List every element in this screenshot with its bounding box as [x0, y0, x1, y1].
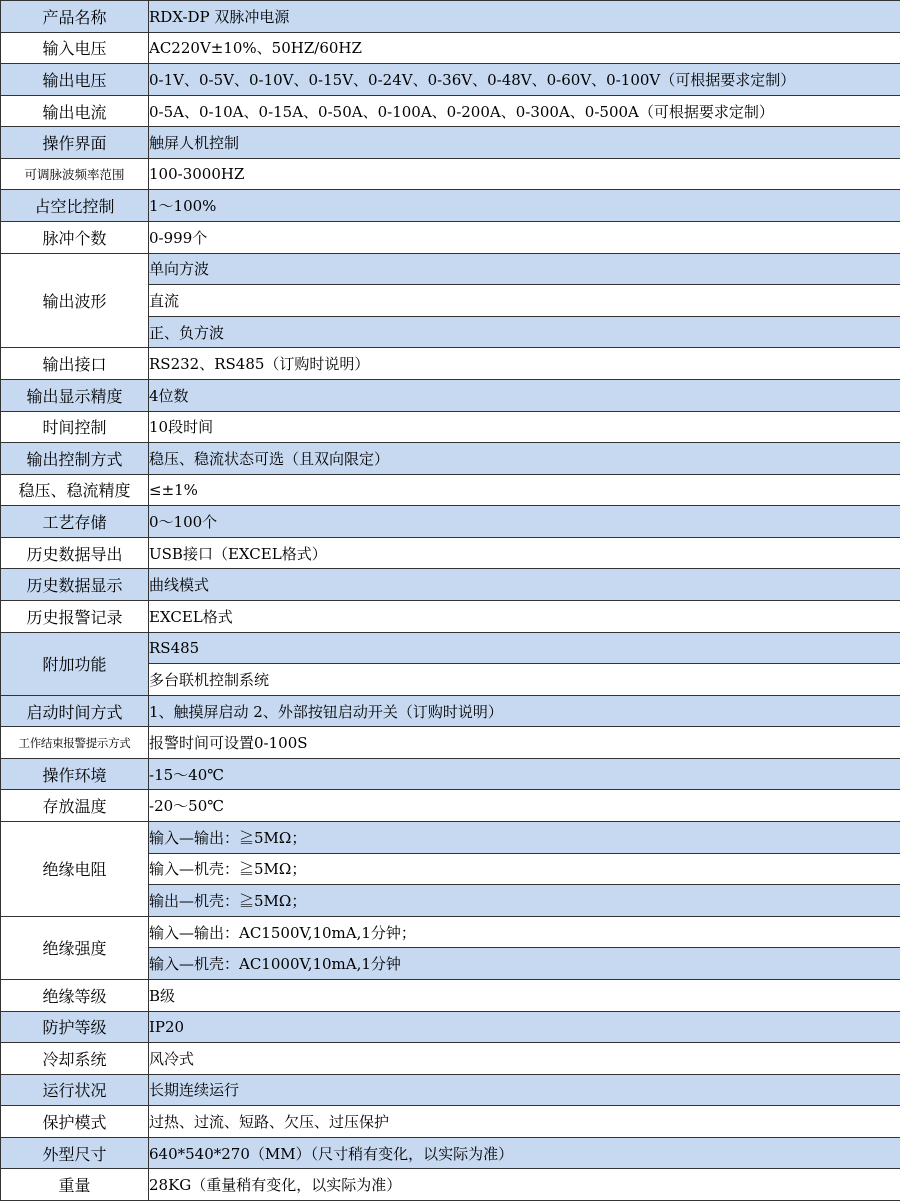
row-label: 重量: [1, 1169, 149, 1201]
table-row: [1, 822, 900, 854]
row-label: 工作结束报警提示方式: [1, 727, 149, 759]
table-row: [1, 1106, 900, 1138]
table-row: [1, 222, 900, 254]
row-value: 10段时间: [149, 411, 900, 443]
row-label: 操作环境: [1, 758, 149, 790]
row-value: 0-1V、0-5V、0-10V、0-15V、0-24V、0-36V、0-48V、0-60V、0-100V（可根据要求定制）: [149, 64, 900, 96]
row-value: ≤±1%: [149, 474, 900, 506]
row-value: 稳压、稳流状态可选（且双向限定）: [149, 443, 900, 475]
row-value: 0-999个: [149, 222, 900, 254]
row-value: 输入—输出：≧5MΩ；: [149, 822, 900, 854]
table-row: [1, 190, 900, 222]
row-value: 单向方波: [149, 253, 900, 285]
row-value: 28KG（重量稍有变化，以实际为准）: [149, 1169, 900, 1201]
row-label: 存放温度: [1, 790, 149, 822]
row-label: 附加功能: [1, 632, 149, 695]
row-label: 工艺存储: [1, 506, 149, 538]
table-row: [1, 569, 900, 601]
row-value: 长期连续运行: [149, 1074, 900, 1106]
table-row: [1, 1011, 900, 1043]
table-row: [1, 64, 900, 96]
row-value: 多台联机控制系统: [149, 664, 900, 696]
row-label: 脉冲个数: [1, 222, 149, 254]
row-value: 触屏人机控制: [149, 127, 900, 159]
row-label: 防护等级: [1, 1011, 149, 1043]
row-label: 启动时间方式: [1, 695, 149, 727]
row-value: 过热、过流、短路、欠压、过压保护: [149, 1106, 900, 1138]
table-row: [1, 411, 900, 443]
row-label: 占空比控制: [1, 190, 149, 222]
table-row: [1, 95, 900, 127]
table-row: [1, 790, 900, 822]
table-row: [1, 474, 900, 506]
row-value: EXCEL格式: [149, 600, 900, 632]
row-value: RS485: [149, 632, 900, 664]
table-row: [1, 1, 900, 33]
table-row: [1, 506, 900, 538]
row-label: 冷却系统: [1, 1043, 149, 1075]
table-row: [1, 443, 900, 475]
row-value: IP20: [149, 1011, 900, 1043]
row-label: 可调脉波频率范围: [1, 158, 149, 190]
row-label: 输出接口: [1, 348, 149, 380]
row-label: 绝缘电阻: [1, 822, 149, 917]
row-label: 历史数据导出: [1, 537, 149, 569]
row-label: 产品名称: [1, 1, 149, 33]
row-value: -15～40℃: [149, 758, 900, 790]
row-label: 绝缘强度: [1, 916, 149, 979]
table-row: [1, 127, 900, 159]
table-row: [1, 695, 900, 727]
row-label: 操作界面: [1, 127, 149, 159]
row-label: 时间控制: [1, 411, 149, 443]
table-row: [1, 727, 900, 759]
row-value: 风冷式: [149, 1043, 900, 1075]
row-value: 1、触摸屏启动 2、外部按钮启动开关（订购时说明）: [149, 695, 900, 727]
row-value: 1～100%: [149, 190, 900, 222]
table-row: [1, 348, 900, 380]
row-value: 4位数: [149, 379, 900, 411]
row-label: 历史报警记录: [1, 600, 149, 632]
row-label: 绝缘等级: [1, 979, 149, 1011]
table-row: [1, 32, 900, 64]
table-row: [1, 379, 900, 411]
row-value: 0-5A、0-10A、0-15A、0-50A、0-100A、0-200A、0-300A、0-500A（可根据要求定制）: [149, 95, 900, 127]
row-label: 外型尺寸: [1, 1137, 149, 1169]
row-label: 输出电压: [1, 64, 149, 96]
row-label: 输出显示精度: [1, 379, 149, 411]
row-value: B级: [149, 979, 900, 1011]
row-value: 正、负方波: [149, 316, 900, 348]
row-value: 曲线模式: [149, 569, 900, 601]
table-row: [1, 758, 900, 790]
row-value: RS232、RS485（订购时说明）: [149, 348, 900, 380]
row-value: USB接口（EXCEL格式）: [149, 537, 900, 569]
table-row: [1, 600, 900, 632]
row-label: 输出波形: [1, 253, 149, 348]
row-label: 输出电流: [1, 95, 149, 127]
table-row: [1, 1043, 900, 1075]
row-label: 运行状况: [1, 1074, 149, 1106]
row-value: 直流: [149, 285, 900, 317]
row-value: 输出—机壳：≧5MΩ；: [149, 885, 900, 917]
row-value: 报警时间可设置0-100S: [149, 727, 900, 759]
row-label: 保护模式: [1, 1106, 149, 1138]
table-row: [1, 632, 900, 664]
row-label: 稳压、稳流精度: [1, 474, 149, 506]
table-row: [1, 916, 900, 948]
row-value: -20～50℃: [149, 790, 900, 822]
row-value: 输入—输出：AC1500V,10mA,1分钟；: [149, 916, 900, 948]
row-value: 0～100个: [149, 506, 900, 538]
table-row: [1, 537, 900, 569]
table-row: [1, 1137, 900, 1169]
table-row: [1, 1074, 900, 1106]
table-row: [1, 253, 900, 285]
row-label: 历史数据显示: [1, 569, 149, 601]
table-row: [1, 1169, 900, 1201]
row-label: 输出控制方式: [1, 443, 149, 475]
row-value: 输入—机壳：AC1000V,10mA,1分钟: [149, 948, 900, 980]
row-value: 640*540*270（MM）（尺寸稍有变化，以实际为准）: [149, 1137, 900, 1169]
table-row: [1, 979, 900, 1011]
row-label: 输入电压: [1, 32, 149, 64]
row-value: AC220V±10%、50HZ/60HZ: [149, 32, 900, 64]
row-value: 100-3000HZ: [149, 158, 900, 190]
row-value: RDX-DP 双脉冲电源: [149, 1, 900, 33]
table-row: [1, 158, 900, 190]
row-value: 输入—机壳：≧5MΩ；: [149, 853, 900, 885]
